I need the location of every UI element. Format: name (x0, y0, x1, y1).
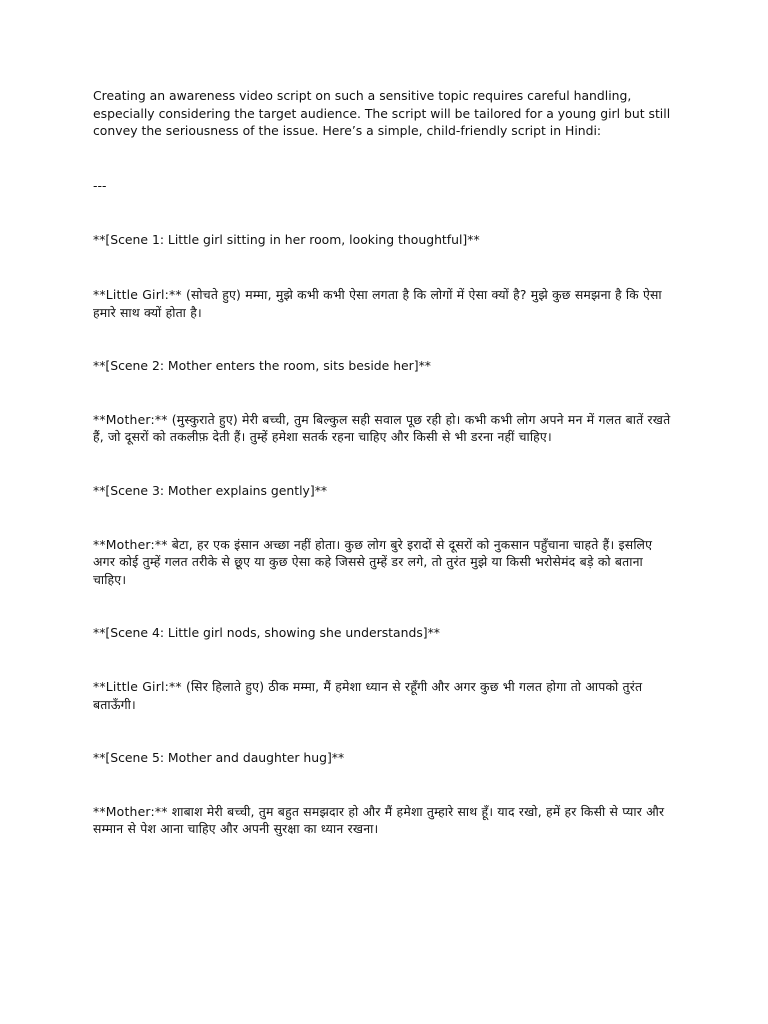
separator-line: --- (93, 177, 107, 193)
dialogue-little-girl-2: **Little Girl:** (सिर हिलाते हुए) ठीक मम्मा, मैं हमेशा ध्यान से रहूँगी और अगर कुछ भी गलत होगा तो आपको तुरंत बताऊँगी। (93, 678, 643, 712)
dialogue-mother-2: **Mother:** बेटा, हर एक इंसान अच्छा नहीं होता। कुछ लोग बुरे इरादों से दूसरों को नुकसान पहुँचाना चाहते हैं। इसलिए अगर कोई तुम्हें गलत तरीके से छूए या कुछ ऐसा कहे जिससे तुम्हें डर लगे, तो तुरंत मुझे या किसी भरोसेमंद बड़े को बताना चाहिए। (93, 536, 653, 587)
document-page (93, 87, 678, 838)
scene-heading-3: **[Scene 3: Mother explains gently]** (93, 482, 328, 498)
dialogue-little-girl-1: **Little Girl:** (सोचते हुए) मम्मा, मुझे कभी कभी ऐसा लगता है कि लोगों में ऐसा क्यों है? मुझे कुछ समझना है कि ऐसा हमारे साथ क्यों होता है। (93, 286, 662, 320)
intro-paragraph: Creating an awareness video script on such a sensitive topic requires careful handling, especially considering the target audience. The script will be tailored for a young girl but still convey the seriousness of the issue. Here’s a simple, child-friendly script in Hindi: (93, 88, 671, 139)
scene-heading-2: **[Scene 2: Mother enters the room, sits beside her]** (93, 358, 431, 374)
scene-heading-4: **[Scene 4: Little girl nods, showing she understands]** (93, 625, 441, 641)
scene-heading-1: **[Scene 1: Little girl sitting in her room, looking thoughtful]** (93, 232, 480, 248)
dialogue-mother-1: **Mother:** (मुस्कुराते हुए) मेरी बच्ची, तुम बिल्कुल सही सवाल पूछ रही हो। कभी कभी लोग अपने मन में गलत बातें रखते हैं, जो दूसरों को तकलीफ़ देती हैं। तुम्हें हमेशा सतर्क रहना चाहिए और किसी से भी डरना नहीं चाहिए। (93, 411, 671, 445)
dialogue-mother-3: **Mother:** शाबाश मेरी बच्ची, तुम बहुत समझदार हो और मैं हमेशा तुम्हारे साथ हूँ। याद रखो, हमें हर किसी से प्यार और सम्मान से पेश आना चाहिए और अपनी सुरक्षा का ध्यान रखना। (93, 803, 665, 837)
scene-heading-5: **[Scene 5: Mother and daughter hug]** (93, 750, 345, 766)
